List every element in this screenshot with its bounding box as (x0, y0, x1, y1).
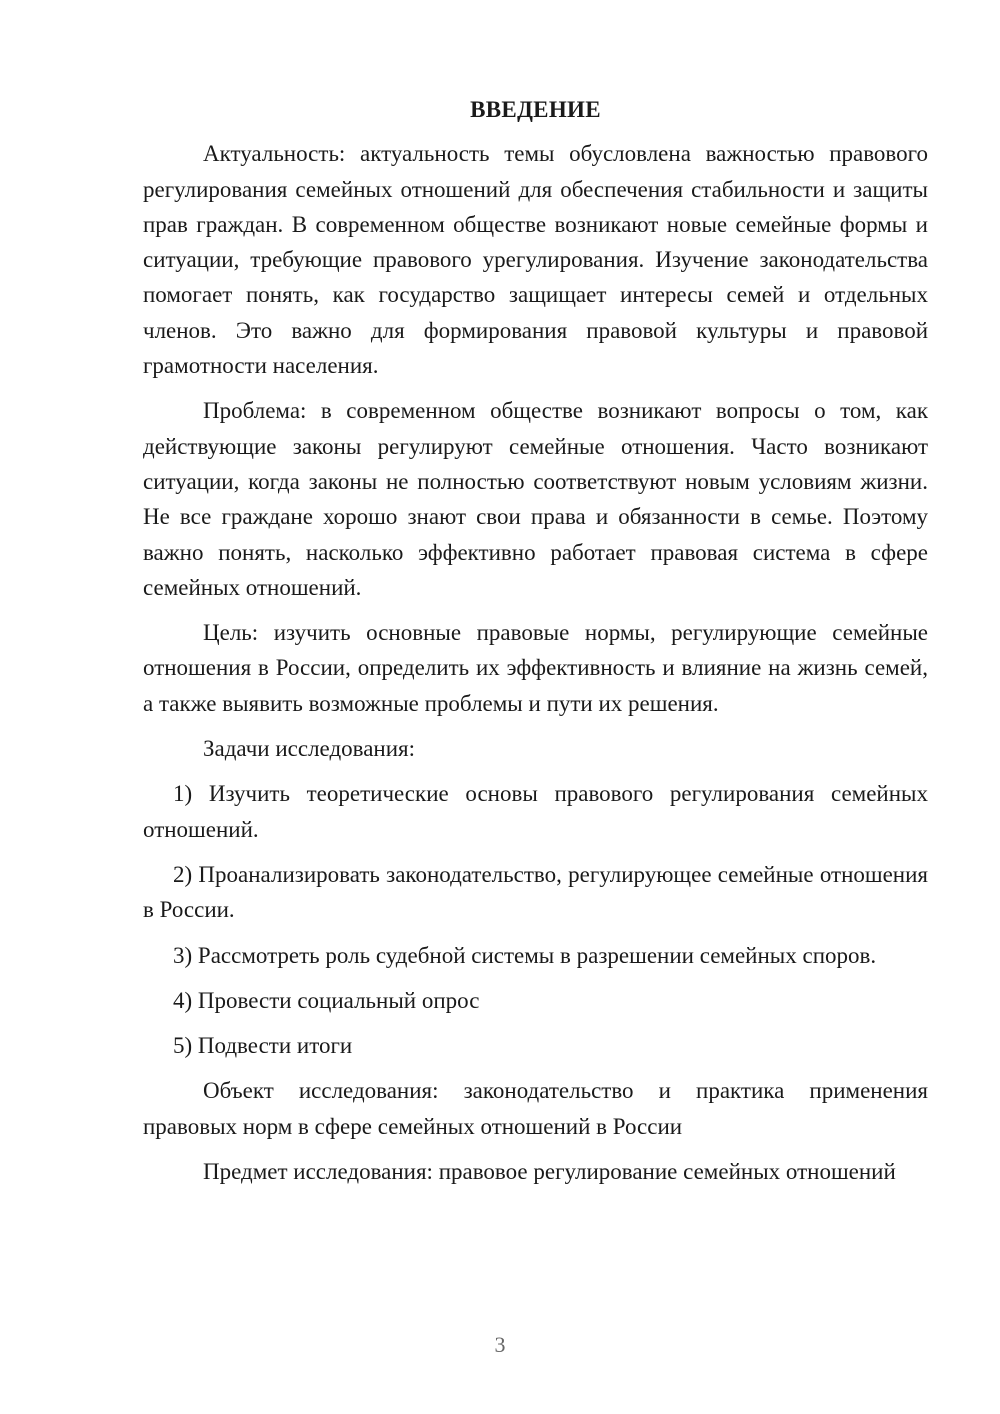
object-paragraph: Объект исследования: законодательство и практика применения правовых норм в сфере семейных отношений в России (143, 1078, 928, 1139)
document-page (143, 92, 928, 1199)
task-item-3: 3) Рассмотреть роль судебной системы в разрешении семейных споров. (173, 942, 877, 968)
subject-paragraph: Предмет исследования: правовое регулирование семейных отношений (203, 1159, 896, 1185)
task-item-1: 1) Изучить теоретические основы правового регулирования семейных отношений. (143, 781, 928, 842)
relevance-paragraph: Актуальность: актуальность темы обусловлена важностью правового регулирования семейных отношений для обеспечения стабильности и защиты прав граждан. В современном обществе возникают новые семейные формы и ситуации, требующие правового урегулирования. Изучение законодательства помогает понять, как государство защищает интересы семей и отдельных членов. Это важно для формирования правовой культуры и правовой грамотности населения. (143, 141, 928, 379)
tasks-title: Задачи исследования: (203, 736, 416, 762)
problem-paragraph: Проблема: в современном обществе возникают вопросы о том, как действующие законы регулируют семейные отношения. Часто возникают ситуации, когда законы не полностью соответствуют новым условиям жизни. Не все граждане хорошо знают свои права и обязанности в семье. Поэтому важно понять, насколько эффективно работает правовая система в сфере семейных отношений. (143, 398, 928, 600)
task-item-2: 2) Проанализировать законодательство, регулирующее семейные отношения в России. (143, 861, 928, 923)
section-heading: ВВЕДЕНИЕ (470, 97, 601, 122)
task-item-5: 5) Подвести итоги (173, 1033, 353, 1059)
goal-paragraph: Цель: изучить основные правовые нормы, регулирующие семейные отношения в России, определить их эффективность и влияние на жизнь семей, а также выявить возможные проблемы и пути их решения. (143, 620, 928, 716)
task-item-4: 4) Провести социальный опрос (173, 987, 480, 1013)
page-number: 3 (494, 1332, 506, 1357)
